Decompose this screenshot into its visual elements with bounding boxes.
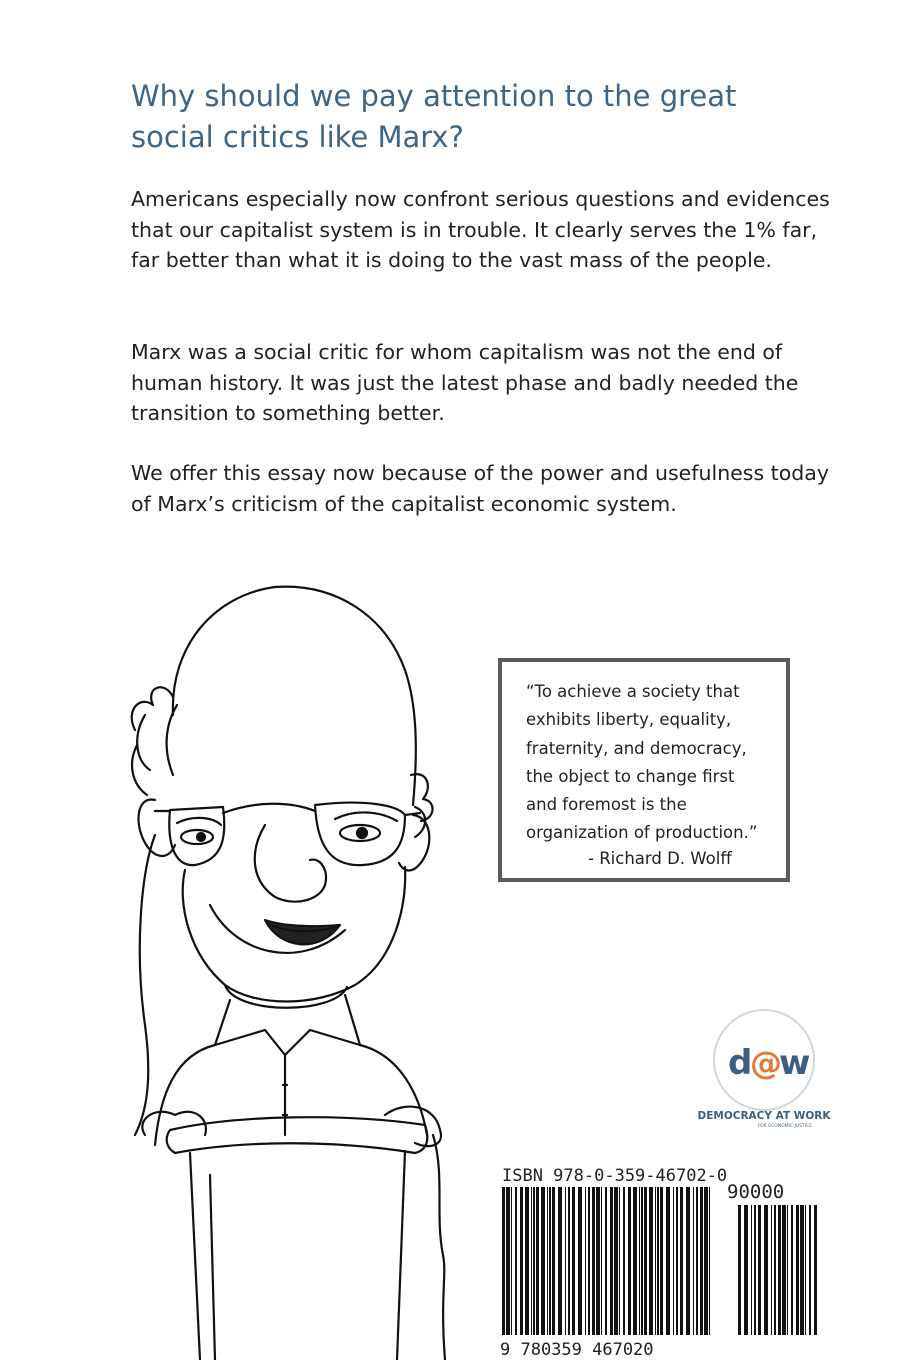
barcode-bar (778, 1205, 781, 1335)
paragraph-2: Marx was a social critic for whom capitalism was not the end of human history. It was just the latest phase and badly needed the transition to something better. (131, 340, 799, 425)
barcode-bar (552, 1187, 555, 1335)
barcode-bar (655, 1187, 656, 1335)
barcode-bar (614, 1187, 618, 1335)
barcode-bar (754, 1205, 756, 1335)
barcode-bar (673, 1187, 674, 1335)
barcode-bar (592, 1187, 595, 1335)
barcode-bar (657, 1187, 659, 1335)
isbn-label: ISBN 978-0-359-46702-0 (502, 1166, 728, 1186)
barcode-bar (693, 1187, 694, 1335)
barcode-bar (558, 1187, 562, 1335)
barcode-bar (660, 1187, 663, 1335)
democracy-at-work-logo (697, 1010, 831, 1130)
barcode-bar (641, 1187, 643, 1335)
logo-name: DEMOCRACY AT WORK (697, 1110, 831, 1122)
barcode-bar (588, 1187, 590, 1335)
barcode-bar (619, 1187, 620, 1335)
barcode-bar (531, 1187, 532, 1335)
barcode-bar (511, 1187, 512, 1335)
isbn-barcode (500, 1165, 825, 1360)
barcode-bar (525, 1187, 529, 1335)
barcode-bar (639, 1187, 640, 1335)
barcode-bar (666, 1187, 670, 1335)
logo-letter-w: w (779, 1043, 811, 1083)
logo-letter-d: d (728, 1043, 753, 1083)
barcode-bar (565, 1187, 566, 1335)
barcode-bar (585, 1187, 586, 1335)
paragraph-1: Americans especially now confront serious questions and evidences that our capitalist system is in trouble. It clearly serves the 1% far, far better than what it is doing to the vast mass of the people. (131, 187, 830, 272)
barcode-bar (676, 1187, 678, 1335)
barcode-bar (506, 1187, 510, 1335)
barcode-bar (696, 1187, 698, 1335)
main-barcode-bars (502, 1187, 710, 1335)
barcode-bar (700, 1187, 703, 1335)
barcode-bar (709, 1187, 710, 1335)
barcode-bar (774, 1205, 776, 1335)
caricature-illustration (115, 575, 455, 1360)
barcode-digits: 9 780359 467020 (500, 1340, 654, 1360)
barcode-bar (704, 1187, 708, 1335)
barcode-bar (814, 1205, 817, 1335)
barcode-bar (601, 1187, 602, 1335)
barcode-bar (605, 1187, 607, 1335)
barcode-bar (547, 1187, 548, 1335)
barcode-bar (515, 1187, 517, 1335)
barcode-bar (541, 1187, 545, 1335)
barcode-bar (791, 1205, 793, 1335)
headline: Why should we pay attention to the great social critics like Marx? (131, 79, 737, 154)
barcode-bar (744, 1205, 748, 1335)
barcode-bar (644, 1187, 647, 1335)
barcode-bar (572, 1187, 575, 1335)
quote-text: “To achieve a society that exhibits liberty, equality, fraternity, and democracy, the object to change first and foremost is the organization of production.” (526, 682, 758, 843)
quote-box (498, 658, 790, 882)
price-code: 90000 (727, 1181, 785, 1203)
barcode-bar (628, 1187, 631, 1335)
barcode-bar (771, 1205, 772, 1335)
barcode-bar (782, 1205, 786, 1335)
barcode-bar (758, 1205, 761, 1335)
barcode-bar (568, 1187, 570, 1335)
barcode-bar (751, 1205, 752, 1335)
barcode-bar (623, 1187, 625, 1335)
barcode-bar (596, 1187, 600, 1335)
barcode-bar (549, 1187, 551, 1335)
barcode-bar (536, 1187, 539, 1335)
quote-attribution: - Richard D. Wolff (588, 849, 732, 868)
logo-at-sign: @ (750, 1044, 782, 1082)
barcode-bar (764, 1205, 768, 1335)
paragraph-3: We offer this essay now because of the power and usefulness today of Marx’s criticism of the capitalist economic system. (131, 461, 829, 516)
barcode-bar (520, 1187, 523, 1335)
barcode-bar (787, 1205, 788, 1335)
barcode-bar (610, 1187, 613, 1335)
barcode-bar (649, 1187, 653, 1335)
barcode-bar (680, 1187, 683, 1335)
barcode-bar (633, 1187, 637, 1335)
barcode-bar (686, 1187, 690, 1335)
logo-tagline: FOR ECONOMIC JUSTICE (757, 1124, 812, 1129)
barcode-bar (533, 1187, 535, 1335)
barcode-bar (796, 1205, 799, 1335)
barcode-bar (502, 1187, 505, 1335)
addon-barcode-bars (738, 1205, 817, 1335)
barcode-bar (809, 1205, 811, 1335)
barcode-bar (578, 1187, 582, 1335)
barcode-bar (805, 1205, 806, 1335)
barcode-bar (738, 1205, 741, 1335)
barcode-bar (800, 1205, 804, 1335)
